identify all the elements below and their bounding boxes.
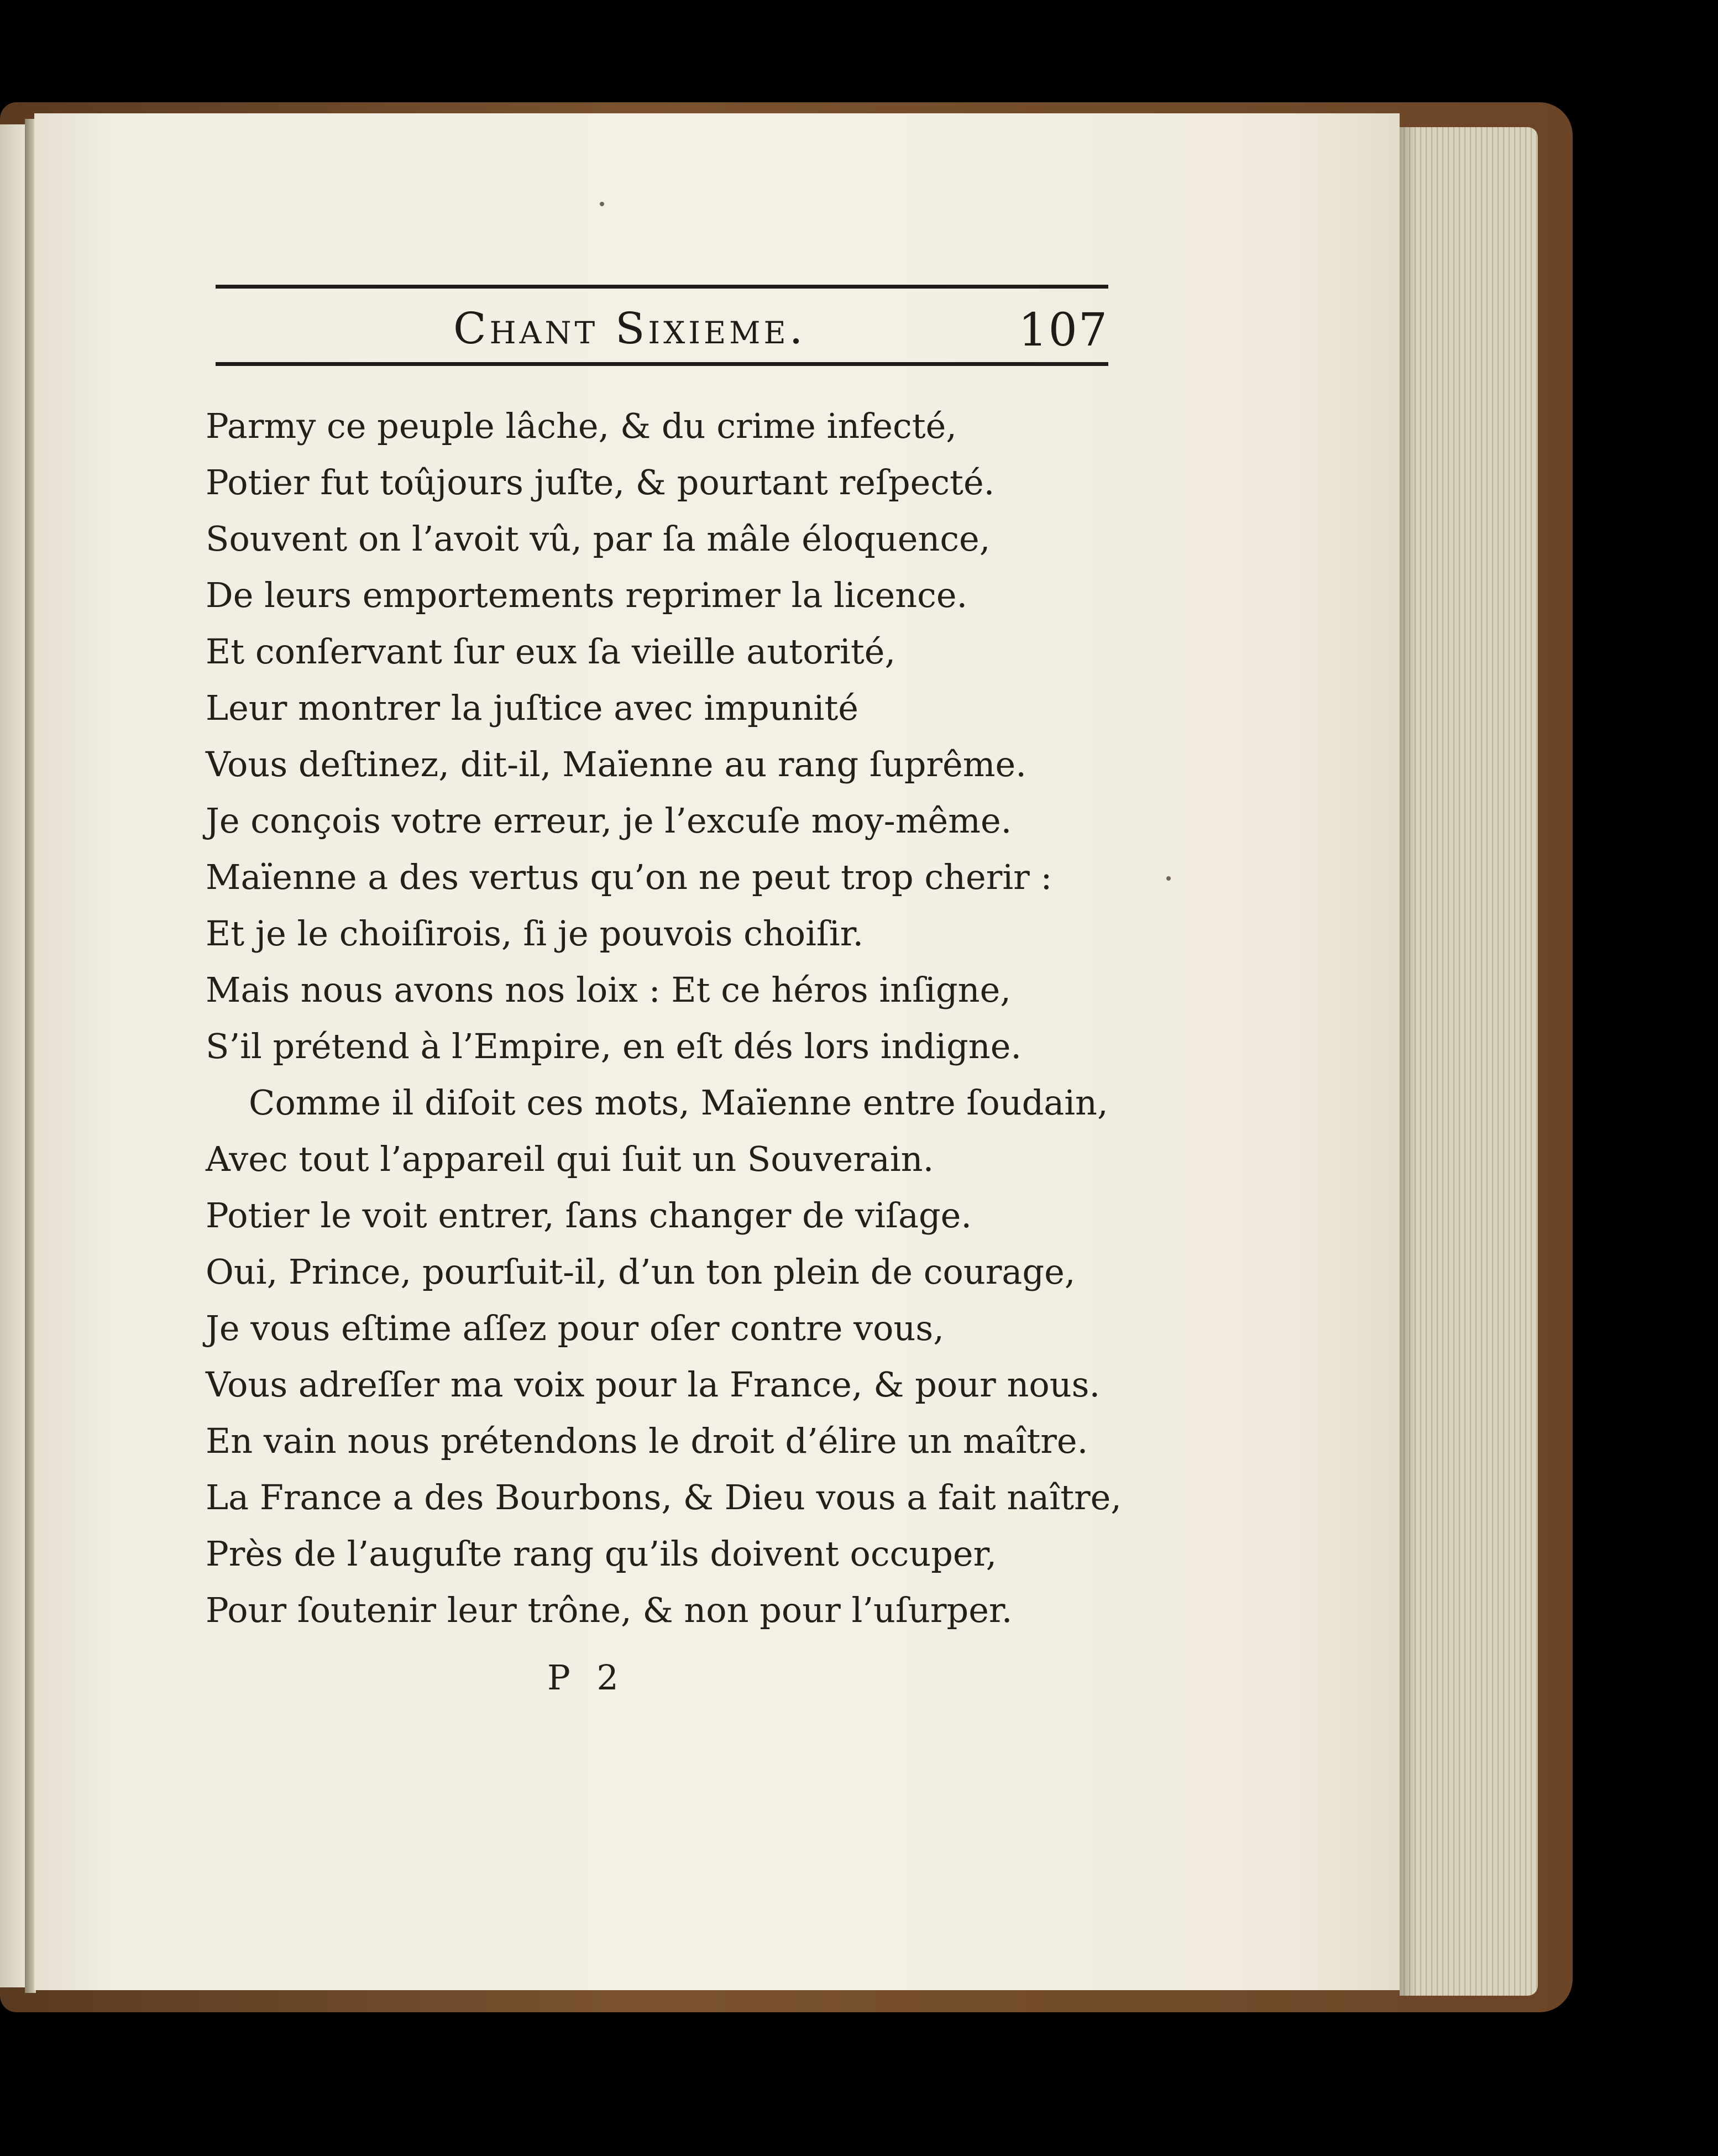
- header-rule-bottom: [216, 362, 1108, 366]
- verse-line: La France a des Bourbons, & Dieu vous a fait naître,: [206, 1477, 1122, 1517]
- verse-line: S’il prétend à l’Empire, en eſt dés lors indigne.: [206, 1026, 1022, 1066]
- verse-line: Parmy ce peuple lâche, & du crime infecté,: [206, 406, 957, 446]
- verse-text: [206, 398, 1122, 1639]
- verse-line: Avec tout l’appareil qui ſuit un Souverain.: [206, 1139, 934, 1179]
- verse-line: Vous deſtinez, dit-il, Maïenne au rang ſuprême.: [206, 744, 1026, 784]
- header-rule-top: [216, 285, 1108, 289]
- page-number: 107: [1018, 304, 1108, 357]
- verse-line: Comme il diſoit ces mots, Maïenne entre ſoudain,: [249, 1082, 1108, 1123]
- running-head: [216, 293, 1108, 359]
- verse-line: Près de l’auguſte rang qu’ils doivent occuper,: [206, 1534, 997, 1574]
- paper-speck: [600, 202, 604, 206]
- verse-line: Leur montrer la juſtice avec impunité: [206, 688, 858, 728]
- verse-line: En vain nous prétendons le droit d’élire un maître.: [206, 1421, 1088, 1461]
- facing-page-edge: [0, 124, 25, 1987]
- verse-line: Et je le choiſirois, ſi je pouvois choiſir.: [206, 913, 864, 954]
- signature-mark: P 2: [547, 1657, 626, 1698]
- verse-line: Mais nous avons nos loix : Et ce héros inſigne,: [206, 970, 1011, 1010]
- page-edge-shadow: [1400, 127, 1416, 1996]
- paper-speck: [1166, 876, 1171, 881]
- verse-line: Je conçois votre erreur, je l’excuſe moy-même.: [206, 800, 1012, 841]
- verse-line: Potier le voit entrer, ſans changer de viſage.: [206, 1195, 972, 1236]
- verse-line: Maïenne a des vertus qu’on ne peut trop cherir :: [206, 857, 1052, 897]
- verse-line: Potier fut toûjours juſte, & pourtant reſpecté.: [206, 462, 995, 503]
- verse-line: Vous adreſſer ma voix pour la France, & pour nous.: [206, 1364, 1101, 1405]
- page-fore-edges: [1400, 127, 1538, 1996]
- running-title: Chant Sixieme.: [453, 304, 806, 354]
- verse-line: Souvent on l’avoit vû, par ſa mâle éloquence,: [206, 519, 991, 559]
- verse-line: De leurs emportements reprimer la licence.: [206, 575, 968, 615]
- verse-line: Et conſervant ſur eux ſa vieille autorité,: [206, 631, 896, 672]
- verse-line: Oui, Prince, pourſuit-il, d’un ton plein de courage,: [206, 1252, 1076, 1292]
- verse-line: Je vous eſtime aſſez pour oſer contre vous,: [206, 1308, 944, 1348]
- verse-line: Pour ſoutenir leur trône, & non pour l’uſurper.: [206, 1590, 1013, 1630]
